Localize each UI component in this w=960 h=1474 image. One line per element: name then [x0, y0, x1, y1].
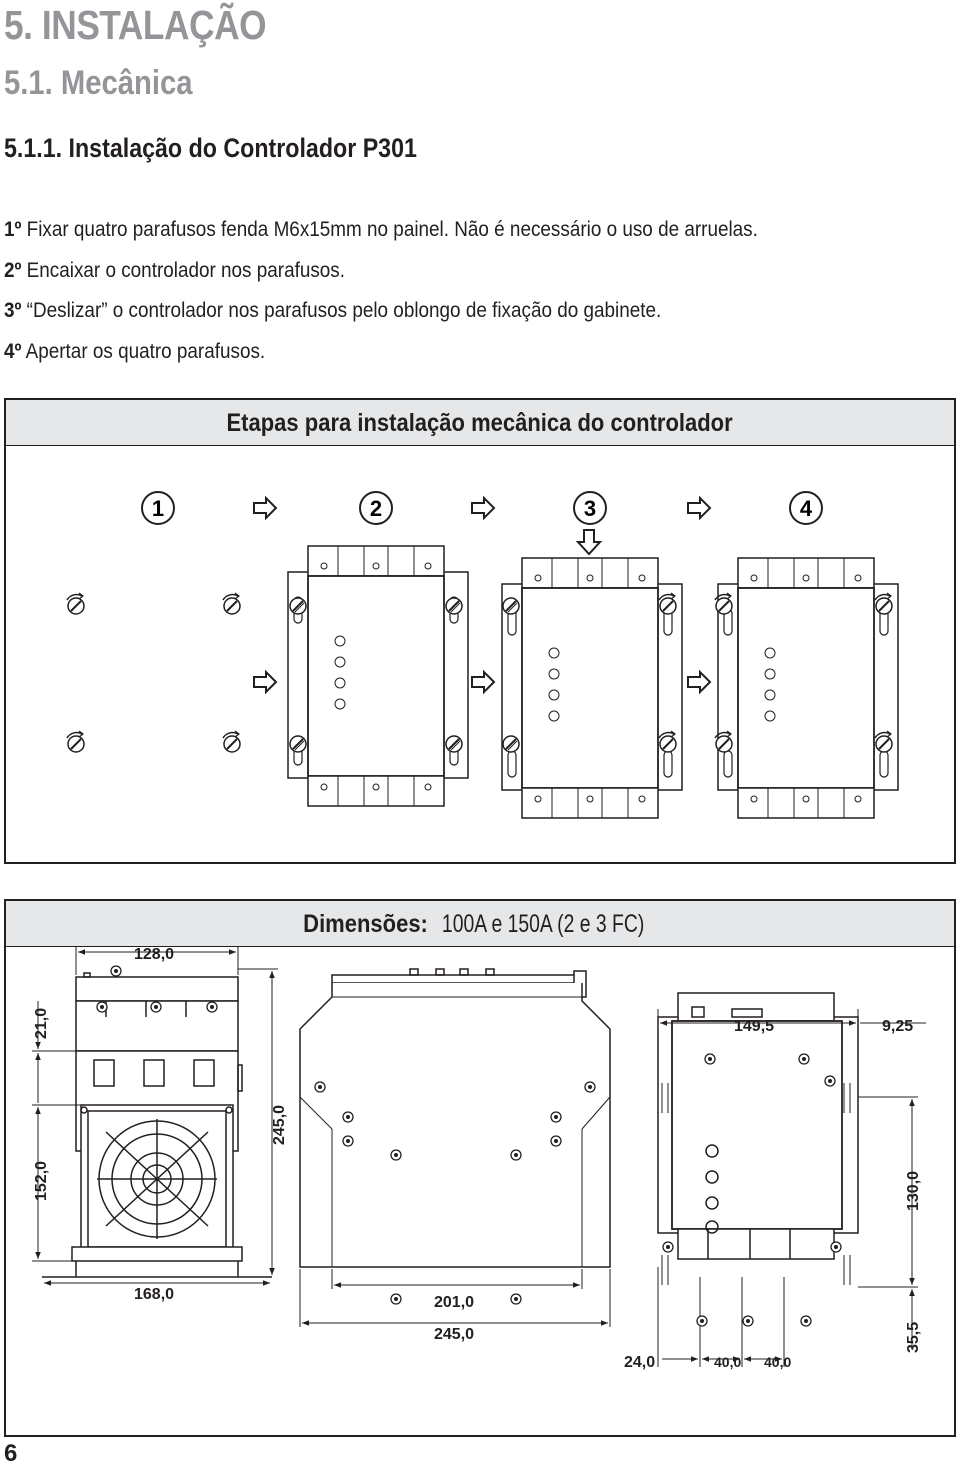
dimension-drawings	[6, 947, 954, 1435]
next-arrow-icon	[254, 498, 276, 518]
dim-back-right: 130,0	[905, 1170, 922, 1211]
step-number-3	[574, 492, 606, 524]
page-number: 6	[4, 1440, 18, 1467]
dim-back-right-bottom: 35,5	[905, 1321, 922, 1353]
figure-title	[6, 400, 954, 446]
next-arrow-icon	[254, 672, 276, 692]
step-number: 3º	[4, 299, 22, 322]
dim-side-outer: 245,0	[434, 1326, 475, 1343]
controller-step-4	[718, 558, 898, 818]
dim-front-top: 128,0	[134, 947, 175, 963]
step-text: Encaixar o controlador nos parafusos.	[21, 258, 346, 282]
svg-text:2: 2	[369, 496, 383, 521]
next-arrow-icon	[472, 498, 494, 518]
dim-back-top: 149,5	[734, 1018, 775, 1035]
svg-text:4: 4	[799, 496, 813, 521]
controller-step-3	[502, 558, 682, 818]
subsubsection-title: 5.1.1. Instalação do Controlador P301	[4, 133, 417, 163]
dimensions-figure	[4, 899, 956, 1437]
down-arrow-icon	[578, 530, 600, 554]
next-arrow-icon	[688, 498, 710, 518]
step-1-screws	[67, 593, 240, 752]
step-text: “Deslizar” o controlador nos parafusos pelo oblongo de fixação do gabinete.	[21, 299, 662, 322]
step-1	[4, 210, 758, 251]
dim-front-bottom: 168,0	[134, 1286, 175, 1303]
dim-back-bottom-left: 24,0	[624, 1354, 656, 1371]
step-2	[4, 251, 758, 292]
step-number: 4º	[4, 339, 22, 363]
dim-front-left: 152,0	[33, 1160, 50, 1201]
installation-diagram	[6, 446, 954, 862]
next-arrow-icon	[688, 672, 710, 692]
step-text: Fixar quatro parafusos fenda M6x15mm no painel. Não é necessário o uso de arruelas.	[21, 218, 758, 241]
step-text: Apertar os quatro parafusos.	[21, 339, 266, 363]
svg-text:1: 1	[151, 496, 165, 521]
dim-side-inner: 201,0	[434, 1294, 475, 1311]
dim-back-bottom-mid1: 40,0	[714, 1354, 742, 1370]
back-view	[658, 993, 858, 1285]
step-number-4	[790, 492, 822, 524]
front-view	[42, 973, 272, 1277]
next-arrow-icon	[472, 672, 494, 692]
step-number: 2º	[4, 258, 22, 282]
figure-title-text: Etapas para instalação mecânica do controlador	[226, 409, 734, 437]
section-title: 5. INSTALAÇÃO	[4, 2, 267, 48]
step-number-2	[360, 492, 392, 524]
dim-front-height: 245,0	[271, 1104, 288, 1145]
subsection-title: 5.1. Mecânica	[4, 64, 193, 102]
dim-back-top-right: 9,25	[882, 1018, 914, 1035]
controller-step-2	[288, 546, 468, 806]
dimensions-title-rest: 100A e 150A (2 e 3 FC)	[441, 910, 644, 938]
svg-text:3: 3	[583, 496, 597, 521]
dim-back-bottom-mid2: 40,0	[764, 1354, 792, 1370]
step-number: 1º	[4, 218, 22, 241]
step-number-1	[142, 492, 174, 524]
dimensions-title-bold: Dimensões:	[302, 910, 428, 938]
step-3	[4, 291, 758, 332]
step-4	[4, 332, 758, 373]
dimensions-title	[6, 901, 954, 947]
installation-steps-figure	[4, 398, 956, 864]
installation-steps	[4, 210, 758, 372]
dim-front-left-top: 21,0	[33, 1007, 50, 1039]
